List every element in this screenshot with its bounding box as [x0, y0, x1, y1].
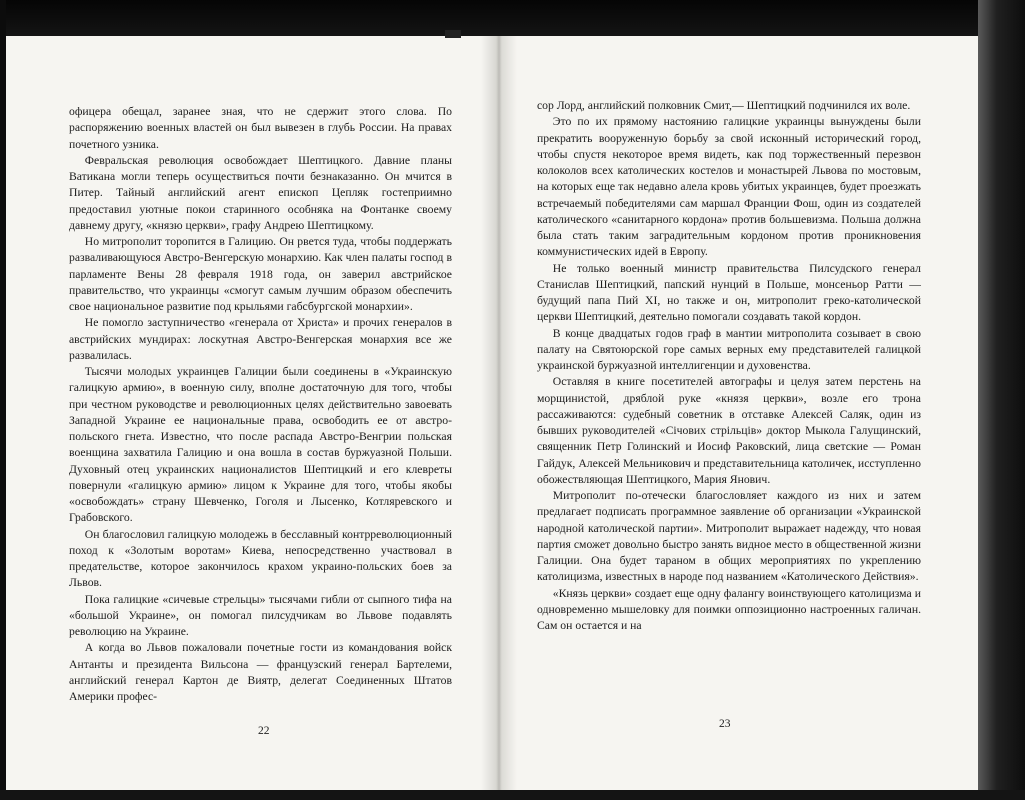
book-gutter [481, 36, 517, 792]
paragraph: Оставляя в книге посетителей автографы и целуя затем перстень на морщинистой, дряблой руке «князя церкви», возле его трона рассаживаются: судебный советник в отставке Алексей Саляк, один из бывших руководителей «Січових стрільців» доктор Мыкола Галущинский, священник Петр Голинский и Иосиф Раковский, лица светские — Роман Гайдук, Алексей Мельникович и представительница католичек, исступленно обожествляющая Шептицкого, Мария Янович. [537, 375, 921, 486]
left-page-text [69, 104, 452, 705]
scan-border-bottom [0, 790, 1025, 800]
right-page-number: 23 [719, 718, 731, 730]
right-page-text [537, 98, 921, 634]
paragraph: Тысячи молодых украинцев Галиции были соединены в «Украинскую галицкую армию», в военную силу, вполне достаточную для того, чтобы при честном руководстве и революционных целях действительно завоевать Западной Украине ее национальные права, освободить ее от австро-польского гнета. Известно, что после распада Австро-Венгрии польская военщина захватила Галицию и она вошла в состав буржуазной Польши. Духовный отец украинских националистов Шептицкий и его клевреты повернули «галицкую армию» лицом к Украине для того, чтобы якобы «освобождать» страну Шевченко, Гоголя и Лысенко, Котляревского и Грабовского. [69, 365, 452, 525]
paragraph: Пока галицкие «сичевые стрельцы» тысячами гибли от сыпного тифа на «большой Украине», он помогал пилсудчикам во Львове подавлять революцию на Украине. [69, 592, 452, 638]
paragraph: Февральская революция освобождает Шептицкого. Давние планы Ватикана могли теперь осуществиться почти безнаказанно. Он мчится в Питер. Тайный английский агент епископ Цепляк гостеприимно предоставил уютные покои старинного особняка на Фонтанке своему давнему другу, «князю церкви», графу Андрею Шептицкому. [69, 153, 452, 232]
paragraph: Митрополит по-отечески благословляет каждого из них и затем предлагает подписать программное заявление об организации «Украинской народной католической партии». Митрополит выражает надежду, что новая партия сможет довольно быстро занять видное место в общественной жизни Галиции. Она будет тараном в общих мероприятиях по укреплению католицизма, известных в народе под названием «Католического Действия». [537, 489, 921, 584]
paragraph: Он благословил галицкую молодежь в бесславный контрреволюционный поход к «Золотым воротам» Киева, непосредственно участвовал в предательстве, которое закончилось крахом украино-польских боев за Львов. [69, 527, 452, 590]
paragraph: А когда во Львов пожаловали почетные гости из командования войск Антанты и президента Вильсона — французский генерал Бартелеми, английский генерал Картон де Виятр, делегат Соединенных Штатов Америки профес- [69, 641, 452, 703]
paragraph: офицера обещал, заранее зная, что не сдержит этого слова. По распоряжению военных властей он был вывезен в глубь России. На правах почетного узника. [69, 105, 452, 151]
paragraph: сор Лорд, английский полковник Смит,— Шептицкий подчинился их воле. [537, 99, 911, 112]
paragraph: В конце двадцатых годов граф в мантии митрополита созывает в свою палату на Святоюрской горе самых верных ему представителей галицкой украинской буржуазной интеллигенции и духовенства. [537, 326, 921, 372]
scan-border-top [0, 0, 1025, 38]
paragraph: «Князь церкви» создает еще одну фалангу воинствующего католицизма и одновременно мышеловку для поимки оппозиционно настроенных галичан. Сам он остается и на [537, 586, 921, 632]
paragraph: Это по их прямому настоянию галицкие украинцы вынуждены были прекратить вооруженную борьбу за свой исконный исторический город, чтобы спустя некоторое время видеть, как под торжественный перезвон колоколов всех католических костелов и монастырей Львова по мостовым, на которых еще так недавно алела кровь убитых украинцев, будет проезжать встречаемый победителями сам маршал Франции Фош, один из создателей католического «санитарного кордона» против большевизма. Польша должна была стать таким заградительным кордоном против проникновения коммунистических идей в Европу. [537, 115, 921, 259]
paragraph: Не только военный министр правительства Пилсудского генерал Станислав Шептицкий, папский нунций в Польше, монсеньор Ратти — будущий папа Пий XI, но также и он, митрополит греко-католической церкви Шептицкий, деятельно помогали создавать такой кордон. [537, 261, 921, 324]
left-page-number: 22 [258, 725, 270, 737]
paragraph: Не помогло заступничество «генерала от Христа» и прочих генералов в австрийских мундирах: лоскутная Австро-Венгерская монархия все же развалилась. [69, 316, 452, 362]
paragraph: Но митрополит торопится в Галицию. Он рвется туда, чтобы поддержать разваливающуюся Австро-Венгерскую монархию. Как член палаты господ в парламенте Вены 28 февраля 1918 года, он заверил австрийское правительство, что украинцы «смогут самым лучшим образом обеспечить свое национальное развитие под крыльями габсбургской монархии». [69, 235, 452, 313]
scan-border-right [978, 0, 1025, 800]
scan-tab-mark [445, 30, 461, 38]
